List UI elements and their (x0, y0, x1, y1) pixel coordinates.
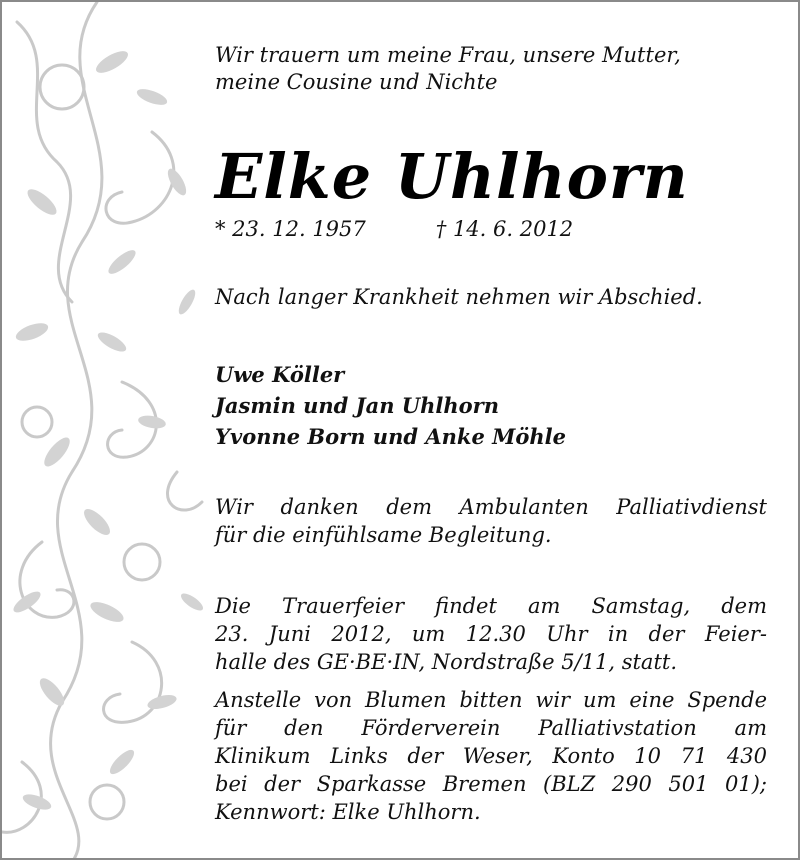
birth-date: * 23. 12. 1957 (215, 217, 366, 241)
intro-line: Wir trauern um meine Frau, unsere Mutter, (215, 43, 681, 67)
donation-line: Anstelle von Blumen bitten wir um eine Spende (215, 688, 767, 712)
floral-vine-ornament-icon (2, 2, 217, 860)
thanks-line: für die einfühlsame Begleitung. (215, 523, 552, 547)
farewell-text: Nach langer Krankheit nehmen wir Abschied. (215, 285, 703, 309)
donation-line: Klinikum Links der Weser, Konto 10 71 430 (215, 744, 767, 768)
thanks-line: Wir danken dem Ambulanten Palliativdienst (215, 495, 767, 519)
donation-line: bei der Sparkasse Bremen (BLZ 290 501 01); (215, 772, 767, 796)
life-dates (215, 214, 767, 244)
donation-text (215, 686, 767, 826)
thanks-text (215, 493, 767, 549)
mourner-name: Uwe Köller (215, 362, 345, 387)
service-line: halle des GE·BE·IN, Nordstraße 5/11, statt. (215, 650, 677, 674)
mourners-list (215, 359, 767, 452)
mourner-name: Yvonne Born und Anke Möhle (215, 424, 566, 449)
funeral-service-text (215, 592, 767, 676)
donation-line: für den Förderverein Palliativstation am (215, 716, 767, 740)
service-line: 23. Juni 2012, um 12.30 Uhr in der Feier- (215, 622, 767, 646)
donation-line: Kennwort: Elke Uhlhorn. (215, 800, 481, 824)
service-line: Die Trauerfeier findet am Samstag, dem (215, 594, 767, 618)
mourner-name: Jasmin und Jan Uhlhorn (215, 393, 499, 418)
intro-text (215, 42, 767, 96)
death-date: † 14. 6. 2012 (435, 217, 574, 241)
intro-line: meine Cousine und Nichte (215, 70, 498, 94)
deceased-name: Elke Uhlhorn (215, 140, 689, 213)
